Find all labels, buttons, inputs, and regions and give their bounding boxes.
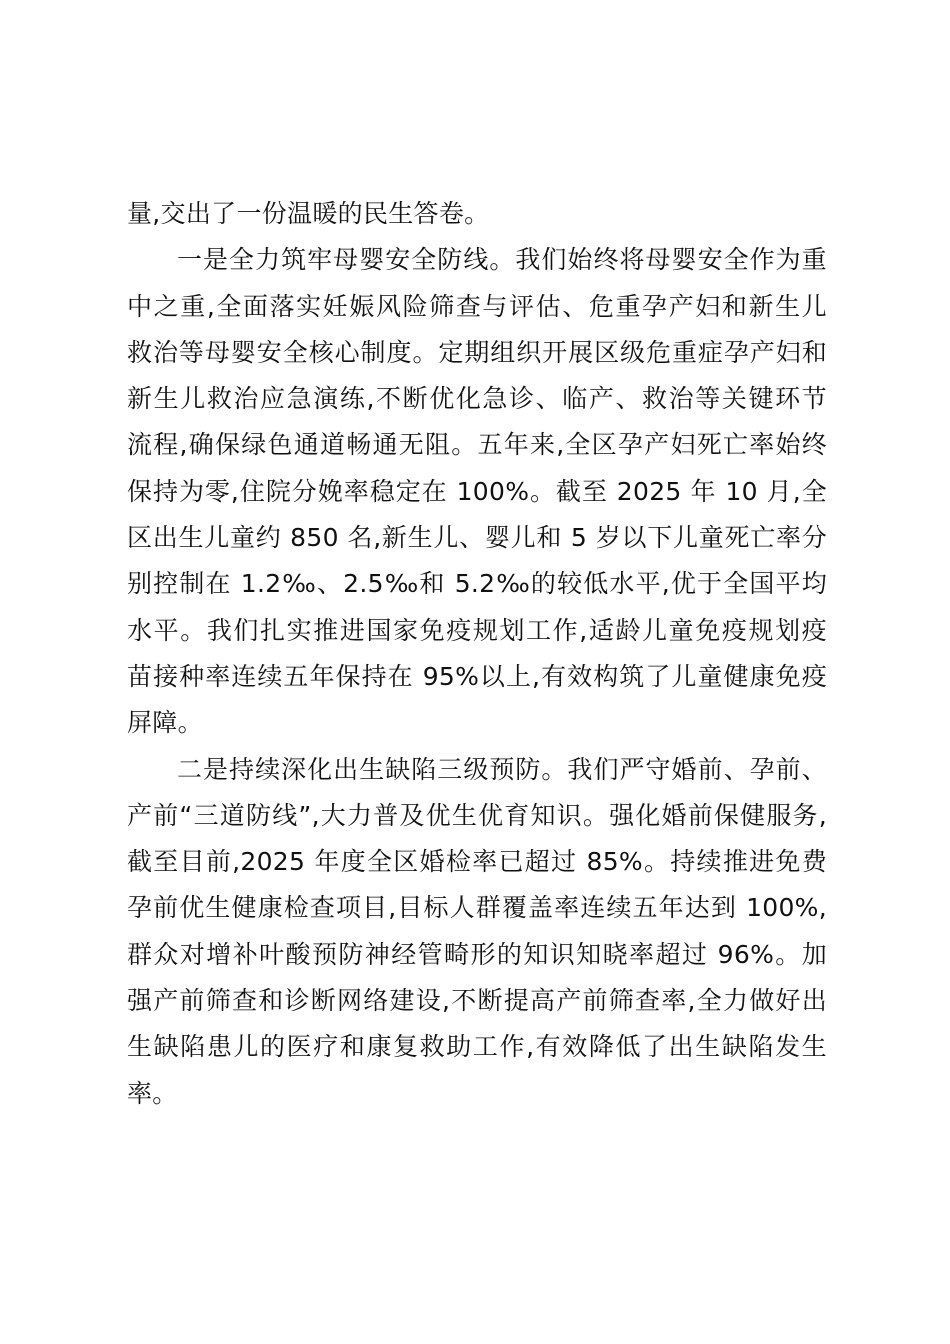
text-line: 区出生儿童约 850 名,新生儿、婴儿和 5 岁以下儿童死亡率分	[127, 523, 827, 553]
text-line: 量,交出了一份温暖的民生答卷。	[127, 199, 490, 228]
text-line: 产前“三道防线”,大力普及优生优育知识。强化婚前保健服务,	[127, 800, 827, 830]
paragraph-start-line: 二是持续深化出生缺陷三级预防。我们严守婚前、孕前、	[177, 754, 827, 784]
text-line: 截至目前,2025 年度全区婚检率已超过 85%。持续推进免费	[127, 847, 827, 877]
text-line: 救治等母婴安全核心制度。定期组织开展区级危重症孕产妇和	[127, 337, 827, 367]
text-line: 保持为零,住院分娩率稳定在 100%。截至 2025 年 10 月,全	[127, 476, 827, 506]
text-line: 中之重,全面落实妊娠风险筛查与评估、危重孕产妇和新生儿	[127, 291, 827, 321]
text-line: 生缺陷患儿的医疗和康复救助工作,有效降低了出生缺陷发生	[127, 1032, 827, 1062]
text-line: 水平。我们扎实推进国家免疫规划工作,适龄儿童免疫规划疫	[127, 615, 827, 645]
paragraph-start-line: 一是全力筑牢母婴安全防线。我们始终将母婴安全作为重	[177, 245, 827, 275]
text-line: 别控制在 1.2‰、2.5‰和 5.2‰的较低水平,优于全国平均	[127, 569, 827, 599]
text-line: 强产前筛查和诊断网络建设,不断提高产前筛查率,全力做好出	[127, 986, 827, 1016]
text-line: 率。	[127, 1078, 178, 1108]
text-line: 孕前优生健康检查项目,目标人群覆盖率连续五年达到 100%,	[127, 893, 827, 923]
text-line: 新生儿救治应急演练,不断优化急诊、临产、救治等关键环节	[127, 384, 827, 414]
text-line: 流程,确保绿色通道畅通无阻。五年来,全区孕产妇死亡率始终	[127, 430, 827, 460]
document-body	[127, 191, 827, 1117]
text-line: 群众对增补叶酸预防神经管畸形的知识知晓率超过 96%。加	[127, 939, 827, 969]
text-line: 苗接种率连续五年保持在 95%以上,有效构筑了儿童健康免疫	[127, 661, 827, 691]
text-line: 屏障。	[127, 708, 203, 738]
